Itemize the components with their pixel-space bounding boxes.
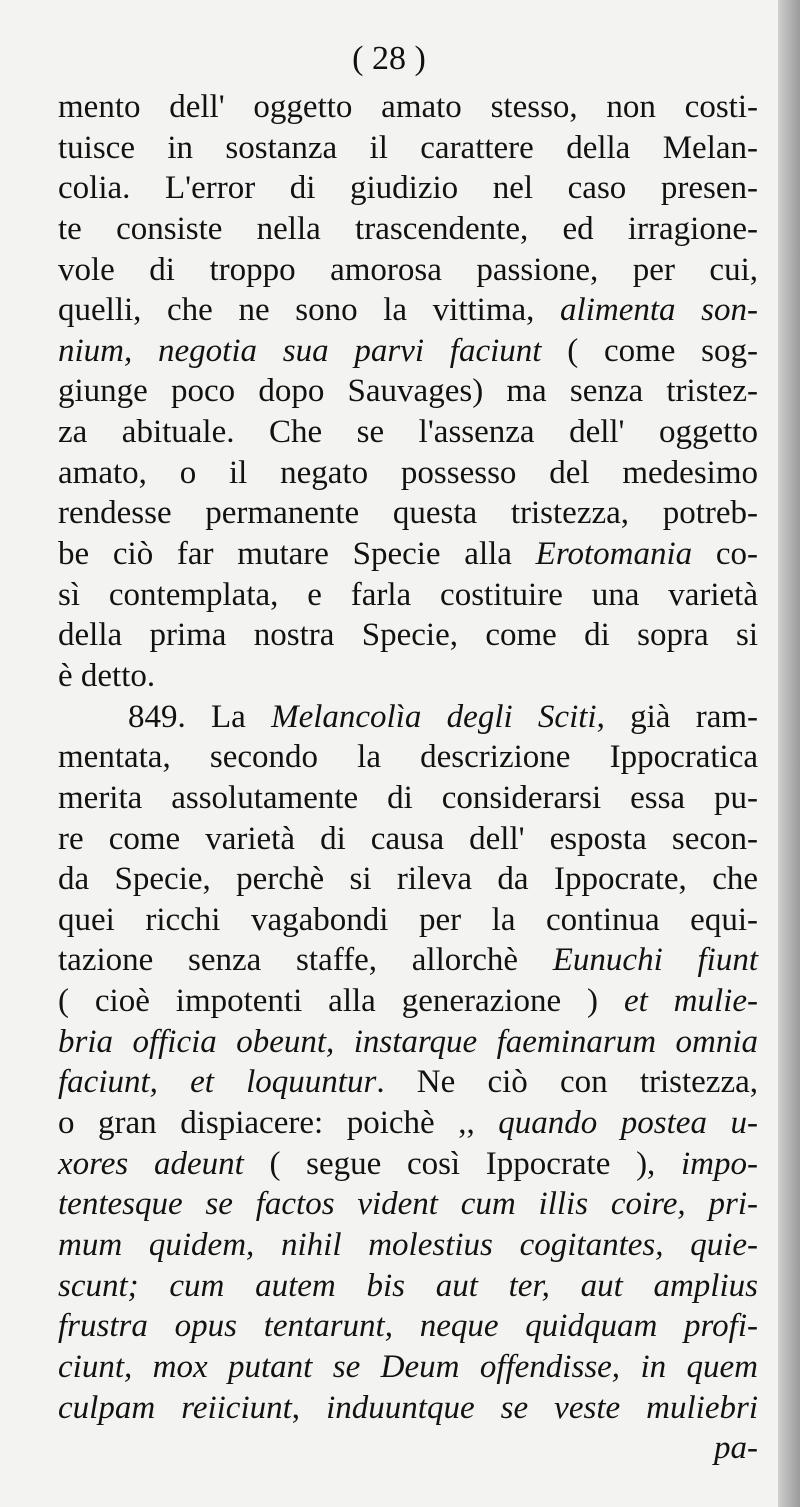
text-line [58, 1388, 758, 1429]
text-line [58, 940, 758, 981]
italic-segment: impo- [681, 1145, 758, 1182]
text-line [58, 290, 758, 331]
text-line [58, 656, 758, 697]
text-line [58, 1266, 758, 1307]
text-segment: colia. L'error di giudizio nel caso presen- [58, 170, 758, 207]
italic-segment: induuntque se veste muliebri [326, 1389, 759, 1426]
text-line [58, 1306, 758, 1347]
text-segment: tuisce in sostanza il carattere della Melan- [58, 129, 758, 166]
text-line [58, 819, 758, 860]
text-line [58, 1225, 758, 1266]
text-line [58, 1062, 758, 1103]
text-segment: giunge poco dopo Sauvages) ma senza tristez- [58, 373, 758, 410]
text-line [58, 493, 758, 534]
italic-segment: nium, negotia sua parvi faciunt [58, 332, 542, 369]
text-line [58, 575, 758, 616]
italic-segment: faciunt, et loquuntur [58, 1064, 377, 1101]
text-line [58, 209, 758, 250]
italic-segment: scunt; cum autem bis aut ter, aut amplius [58, 1267, 758, 1304]
text-line [58, 615, 758, 656]
text-line [58, 1144, 758, 1185]
text-line [58, 87, 758, 128]
text-segment: za abituale. Che se l'assenza dell' oggetto [58, 414, 758, 451]
page-edge [778, 0, 800, 1507]
text-line [58, 778, 758, 819]
text-segment: tazione senza staffe, allorchè [58, 942, 553, 979]
text-line [58, 168, 758, 209]
text-segment: della prima nostra Specie, come di sopra si [58, 617, 758, 654]
text-segment: o gran dispiacere: poichè ,, [58, 1105, 499, 1142]
text-line [58, 1103, 758, 1144]
text-segment: da Specie, perchè si rileva da Ippocrate, che [58, 861, 758, 898]
text-segment: , [291, 1389, 327, 1426]
text-line [58, 859, 758, 900]
italic-segment: mum quidem, nihil molestius cogitantes, quie- [58, 1226, 758, 1263]
text-line [58, 250, 758, 291]
text-segment: rendesse permanente questa tristezza, potreb- [58, 495, 758, 532]
text-segment: , già ram- [596, 698, 758, 735]
text-segment: amato, o il negato possesso del medesimo [58, 454, 758, 491]
text-segment: è detto. [58, 657, 156, 694]
text-line [58, 1347, 758, 1388]
text-line [58, 697, 758, 738]
text-segment: be ciò far mutare Specie alla [58, 536, 536, 573]
text-line [58, 128, 758, 169]
italic-segment: alimenta son- [560, 292, 758, 329]
catchword [58, 1428, 758, 1469]
text-line [58, 331, 758, 372]
italic-segment: xores adeunt [58, 1145, 244, 1182]
italic-segment: Melancolìa degli Sciti [271, 698, 597, 735]
italic-segment: pa- [714, 1430, 758, 1467]
text-line [58, 981, 758, 1022]
text-segment: ( come sog- [541, 332, 758, 369]
text-line [58, 900, 758, 941]
page-number: ( 28 ) [352, 40, 426, 77]
text-segment: quelli, che ne sono la vittima, [58, 292, 561, 329]
text-segment: sì contemplata, e farla costituire una varietà [58, 576, 758, 613]
text-segment: ( segue così Ippocrate ), [243, 1145, 681, 1182]
text-segment: mentata, secondo la descrizione Ippocratica [58, 739, 758, 776]
text-line [58, 453, 758, 494]
italic-segment: et mulie- [623, 983, 758, 1020]
text-line [58, 737, 758, 778]
text-segment: . Ne ciò con tristezza, [376, 1064, 758, 1101]
text-segment: mento dell' oggetto amato stesso, non costi- [58, 89, 758, 125]
italic-segment: Eunuchi fiunt [552, 942, 758, 979]
italic-segment: frustra opus tentarunt, neque quidquam profi- [58, 1308, 758, 1345]
italic-segment: quando postea u- [498, 1105, 758, 1142]
text-line [58, 1184, 758, 1225]
text-segment: merita assolutamente di considerarsi essa pu- [58, 779, 758, 816]
text-line [58, 412, 758, 453]
text-line [58, 534, 758, 575]
text-segment: te consiste nella trascendente, ed irragione- [58, 210, 758, 247]
italic-segment: tentesque se factos vident cum illis coire, pri- [58, 1186, 758, 1223]
italic-segment: bria officia obeunt, instarque faeminarum omnia [58, 1023, 758, 1060]
italic-segment: Erotomania [535, 536, 693, 573]
text-line [58, 371, 758, 412]
italic-segment: culpam reiiciunt [58, 1389, 292, 1426]
text-segment: co- [692, 536, 758, 573]
text-segment: quei ricchi vagabondi per la continua equi- [58, 901, 758, 938]
italic-segment: ciunt, mox putant se Deum offendisse, in quem [58, 1348, 758, 1385]
body-text [58, 87, 758, 1469]
text-line [58, 1022, 758, 1063]
text-segment: re come varietà di causa dell' esposta secon- [58, 820, 758, 857]
text-segment: ( cioè impotenti alla generazione ) [58, 983, 624, 1020]
text-segment: vole di troppo amorosa passione, per cui, [58, 251, 758, 288]
text-segment: 849. La [128, 698, 272, 735]
